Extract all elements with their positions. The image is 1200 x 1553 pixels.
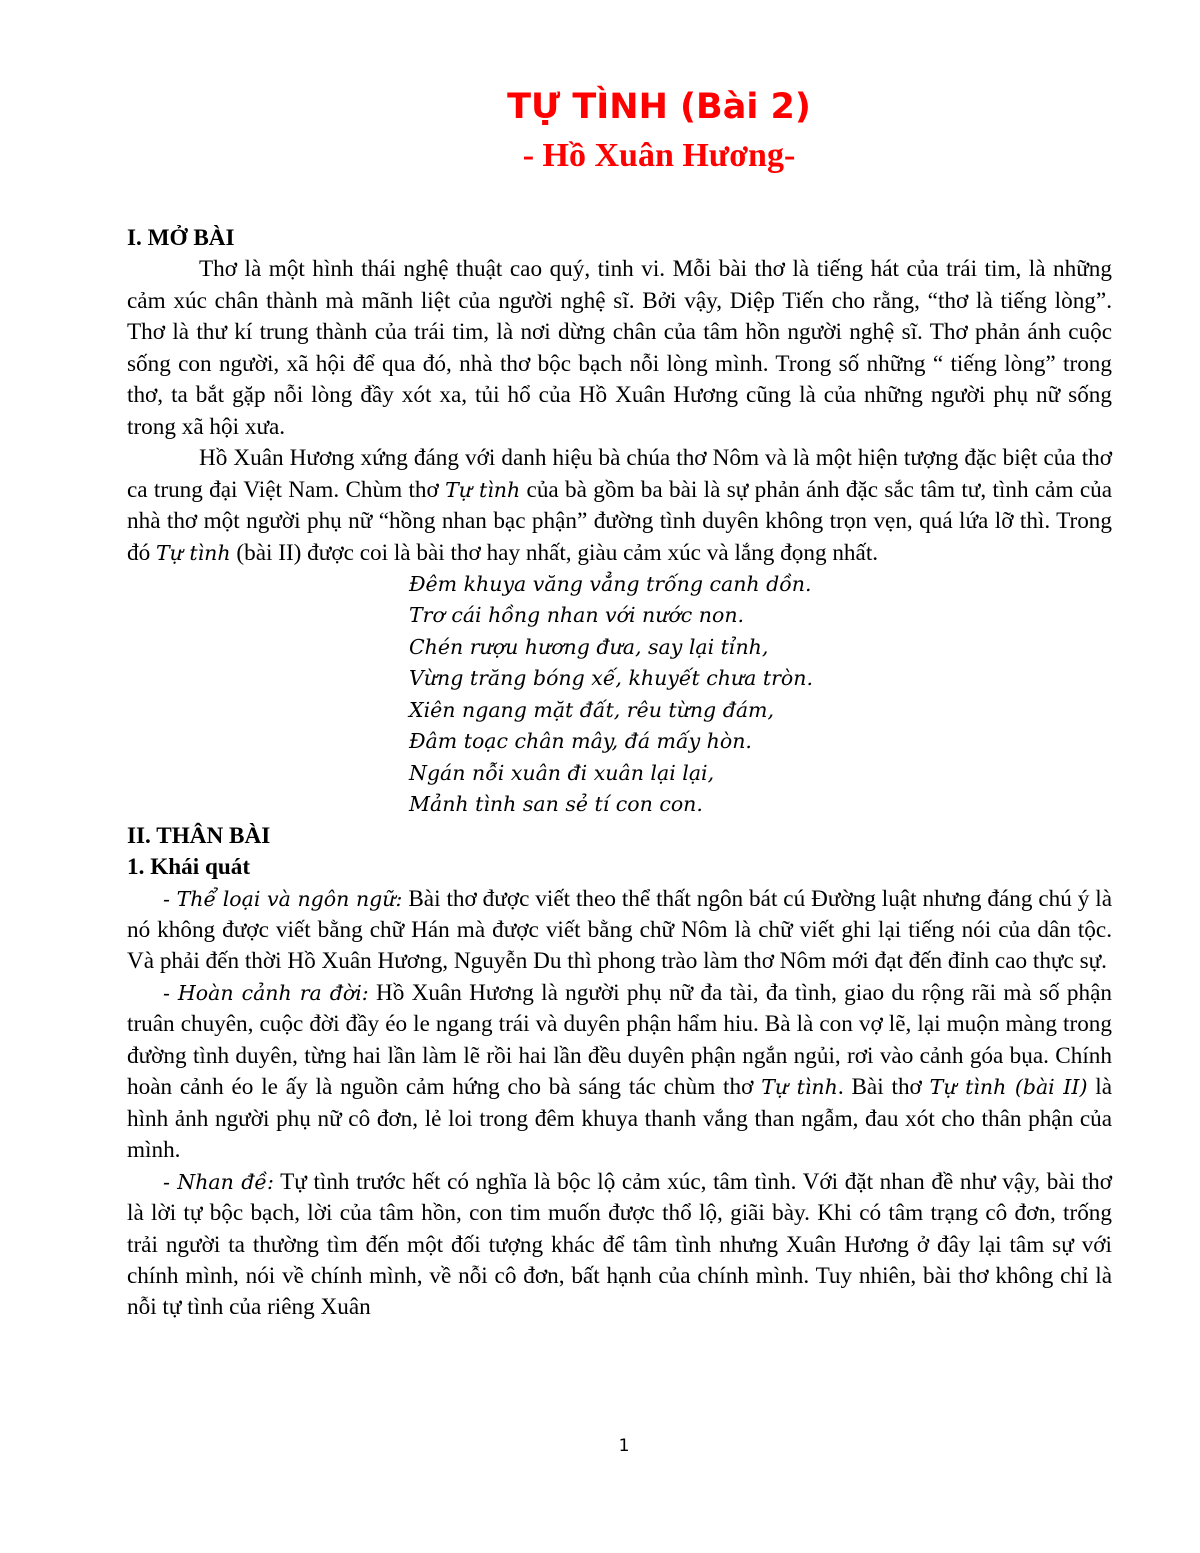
poem-block	[409, 569, 1112, 821]
genre-label: - Thể loại và ngôn ngữ:	[163, 886, 403, 911]
poem-line: Mảnh tình san sẻ tí con con.	[409, 792, 703, 817]
poem-title-ref: Tự tình	[155, 540, 231, 565]
poem-title-ref: Tự tình (bài II)	[929, 1075, 1088, 1100]
poem-line: Đâm toạc chân mây, đá mấy hòn.	[409, 729, 752, 754]
title-meaning-label: - Nhan đề:	[163, 1169, 274, 1194]
author-line: - Hồ Xuân Hương-	[522, 137, 796, 174]
intro-paragraph-1: Thơ là một hình thái nghệ thuật cao quý, tinh vi. Mỗi bài thơ là tiếng hát của trái tim, là những cảm xúc chân thành mà mãnh liệt của người nghệ sĩ. Bởi vậy, Diệp Tiến cho rằng, “thơ là tiếng lòng”. Thơ là thư kí trung thành của trái tim, là nơi dừng chân của tâm hồn người nghệ sĩ. Thơ phản ánh cuộc sống con người, xã hội để qua đó, nhà thơ bộc bạch nỗi lòng mình. Trong số những “ tiếng lòng” trong thơ, ta bắt gặp nỗi lòng đầy xót xa, tủi hổ của Hồ Xuân Hương cũng là của những người phụ nữ sống trong xã hội xưa.	[127, 256, 1112, 440]
page-number: 1	[618, 1436, 630, 1456]
poem-line: Vừng trăng bóng xế, khuyết chưa tròn.	[409, 666, 813, 691]
text-run: . Bài thơ	[837, 1074, 930, 1101]
page-title: TỰ TÌNH (Bài 2)	[507, 87, 811, 127]
title-meaning-paragraph	[127, 1167, 1112, 1324]
poem-title-ref: Tự tình	[445, 477, 521, 502]
poem-line: Xiên ngang mặt đất, rêu từng đám,	[409, 697, 774, 722]
text-run: Hồ Xuân Hương là người phụ nữ đa tài, đa tình, giao du rộng rãi mà số phận truân chuyên, cuộc đời đầy éo le ngang trái và duyên phận hẩm hiu. Bà là con vợ lẽ, lại muộn màng trong đường tình duyên, từng hai lần làm lẽ rồi hai lần đều duyên phận ngắn ngủi, rơi vào cảnh góa bụa. Chính hoàn cảnh éo le ấy là nguồn cảm hứng cho bà sáng tác chùm thơ	[127, 979, 1112, 1101]
text-run: Hồ Xuân Hương xứng đáng với danh hiệu bà chúa thơ Nôm và là một hiện tượng đặc biệt của thơ ca trung đại Việt Nam. Chùm thơ	[127, 445, 1112, 503]
poem-title-ref: Tự tình	[761, 1075, 838, 1100]
context-label: - Hoàn cảnh ra đời:	[163, 980, 369, 1005]
poem-line: Trơ cái hồng nhan với nước non.	[409, 603, 745, 628]
poem-line: Chén rượu hương đưa, say lại tỉnh,	[409, 634, 769, 659]
text-run: là hình ảnh người phụ nữ cô đơn, lẻ loi trong đêm khuya thanh vắng than ngẫm, đau xót cho thân phận của mình.	[127, 1074, 1113, 1164]
context-paragraph	[127, 978, 1112, 1167]
poem-line: Đêm khuya văng vẳng trống canh dồn.	[409, 571, 812, 596]
genre-paragraph	[127, 884, 1112, 978]
text-run: của bà gồm ba bài là sự phản ánh đặc sắc tâm tư, tình cảm của nhà thơ một người phụ nữ “hồng nhan bạc phận” đường tình duyên không trọn vẹn, quá lứa lỡ thì. Trong đó	[127, 476, 1113, 566]
document-body	[127, 223, 1112, 1324]
subsection-heading-overview: 1. Khái quát	[127, 854, 251, 881]
poem-line: Ngán nỗi xuân đi xuân lại lại,	[409, 760, 715, 785]
intro-paragraph-2	[127, 443, 1112, 569]
text-run: Bài thơ được viết theo thể thất ngôn bát cú Đường luật nhưng đáng chú ý là nó không được viết bằng chữ Hán mà được viết bằng chữ Nôm là chữ viết ghi lại tiếng nói của dân tộc. Và phải đến thời Hồ Xuân Hương, Nguyễn Du thì phong trào làm thơ Nôm mới đạt đến đỉnh cao thực sự.	[127, 885, 1112, 975]
text-run: (bài II) được coi là bài thơ hay nhất, giàu cảm xúc và lắng đọng nhất.	[230, 539, 879, 566]
section-heading-body: II. THÂN BÀI	[127, 822, 271, 849]
text-run: Tự tình trước hết có nghĩa là bộc lộ cảm xúc, tâm tình. Với đặt nhan đề như vậy, bài thơ là lời tự bộc bạch, lời của tâm hồn, con tim muốn được thổ lộ, giãi bày. Khi có tâm trạng cô đơn, trống trải người ta thường tìm đến một đối tượng khác để tâm tình nhưng Xuân Hương ở đây lại tâm sự với chính mình, nói về chính mình, về nỗi cô đơn, bất hạnh của chính mình. Tuy nhiên, bài thơ không chỉ là nỗi tự tình của riêng Xuân	[127, 1168, 1112, 1321]
section-heading-intro: I. MỞ BÀI	[127, 225, 235, 251]
